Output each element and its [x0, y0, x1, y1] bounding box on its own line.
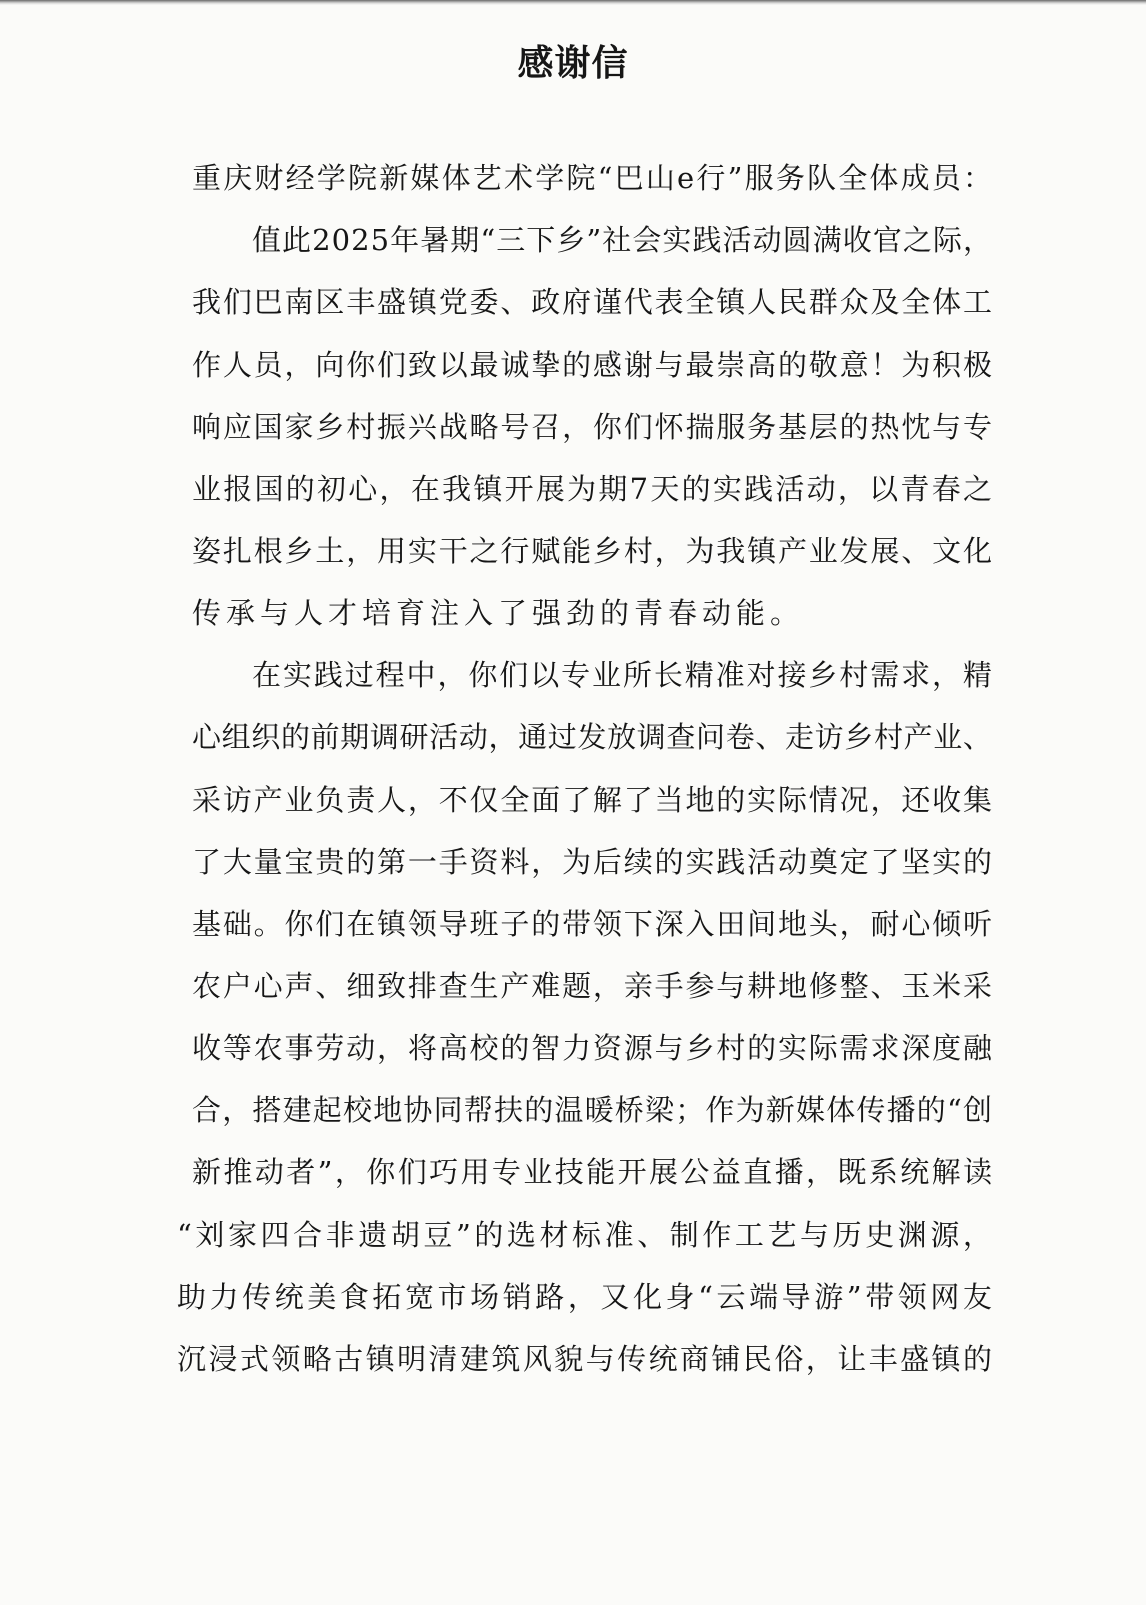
body-line [0, 894, 1146, 954]
scan-top-edge [0, 0, 1146, 5]
letter-text-line: 值此2025年暑期“三下乡”社会实践活动圆满收官之际， [252, 223, 994, 257]
body-line [0, 1018, 1146, 1078]
letter-text-line: “刘家四合非遗胡豆”的选材标准、制作工艺与历史渊源， [177, 1218, 996, 1252]
body-line [0, 645, 1146, 705]
body-line [0, 707, 1146, 767]
letter-text-line: 合，搭建起校地协同帮扶的温暖桥梁；作为新媒体传播的“创 [192, 1093, 994, 1127]
body-line [0, 1205, 1146, 1265]
letter-title: 感谢信 [517, 43, 629, 84]
letter-text-line: 在实践过程中，你们以专业所长精准对接乡村需求，精 [252, 658, 994, 692]
letter-text-line: 基础。你们在镇领导班子的带领下深入田间地头，耐心倾听 [192, 907, 994, 941]
body-line [0, 583, 1146, 643]
letter-text-line: 业报国的初心，在我镇开展为期7天的实践活动，以青春之 [192, 472, 995, 506]
letter-text-line: 重庆财经学院新媒体艺术学院“巴山e行”服务队全体成员： [192, 161, 995, 195]
body-line [0, 272, 1146, 332]
body-line [0, 335, 1146, 395]
letter-text-line: 心组织的前期调研活动，通过发放调查问卷、走访乡村产业、 [192, 720, 993, 754]
letter-text-line: 了大量宝贵的第一手资料，为后续的实践活动奠定了坚实的 [192, 845, 994, 879]
body-line [0, 210, 1146, 270]
letter-text-line: 收等农事劳动，将高校的智力资源与乡村的实际需求深度融 [192, 1031, 994, 1065]
body-line [0, 1080, 1146, 1140]
letter-text-line: 助力传统美食拓宽市场销路，又化身“云端导游”带领网友 [177, 1280, 996, 1314]
letter-text-line: 作人员，向你们致以最诚挚的感谢与最崇高的敬意！为积极 [192, 348, 994, 382]
letter-text-line: 沉浸式领略古镇明清建筑风貌与传统商铺民俗，让丰盛镇的 [177, 1342, 995, 1376]
letter-text-line: 响应国家乡村振兴战略号召，你们怀揣服务基层的热忱与专 [192, 410, 994, 444]
body-line [0, 1267, 1146, 1327]
letter-text-line: 姿扎根乡土，用实干之行赋能乡村，为我镇产业发展、文化 [192, 534, 994, 568]
body-line [0, 397, 1146, 457]
body-line [0, 1142, 1146, 1202]
body-line [0, 770, 1146, 830]
body-line [0, 459, 1146, 519]
body-line [0, 956, 1146, 1016]
letter-text-line: 我们巴南区丰盛镇党委、政府谨代表全镇人民群众及全体工 [192, 285, 994, 319]
body-line [0, 521, 1146, 581]
letter-text-line: 新推动者”，你们巧用专业技能开展公益直播，既系统解读 [192, 1155, 995, 1189]
salutation-line [0, 148, 1146, 208]
letter-text-line: 采访产业负责人，不仅全面了解了当地的实际情况，还收集 [192, 783, 994, 817]
body-line [0, 1329, 1146, 1389]
letter-text-line: 农户心声、细致排查生产难题，亲手参与耕地修整、玉米采 [192, 969, 994, 1003]
letter-text-line: 传承与人才培育注入了强劲的青春动能。 [192, 596, 805, 630]
body-line [0, 832, 1146, 892]
